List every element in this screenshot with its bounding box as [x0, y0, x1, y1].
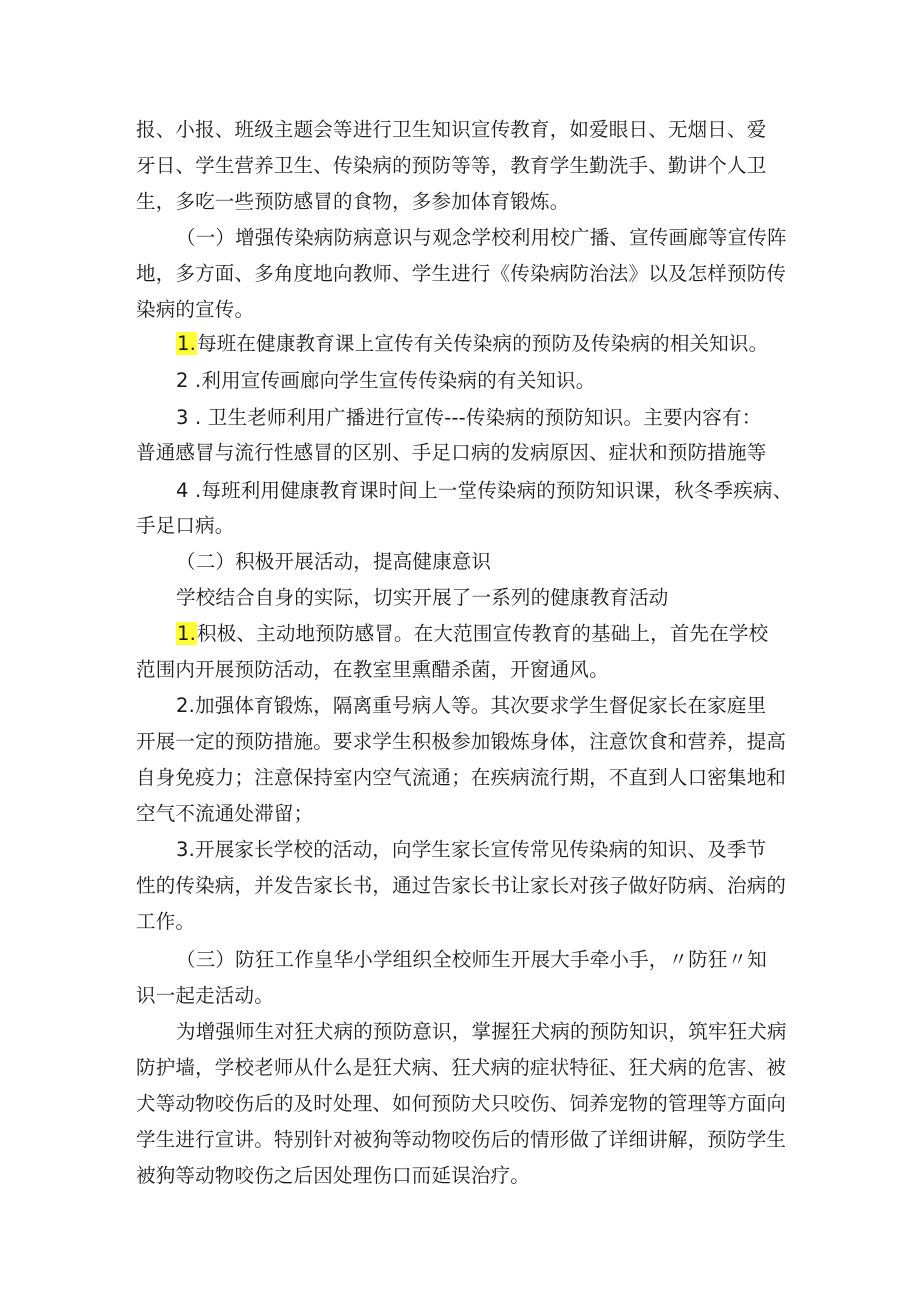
text-line: 空气不流通处滞留；	[136, 802, 314, 825]
text-line: 生，多吃一些预防感冒的食物，多参加体育锻炼。	[136, 190, 570, 213]
text-line: 学校结合自身的实际，切实开展了一系列的健康教育活动	[176, 586, 669, 609]
text-line: 学生进行宣讲。特别针对被狗等动物咬伤后的情形做了详细讲解，预防学生	[136, 1128, 787, 1151]
text-line: 报、小报、班级主题会等进行卫生知识宣传教育，如爱眼日、无烟日、爱	[136, 118, 767, 141]
section-heading: （二）积极开展活动，提高健康意识	[176, 550, 492, 573]
text-line: 范围内开展预防活动，在教室里熏醋杀菌，开窗通风。	[136, 658, 609, 681]
list-item: 3.开展家长学校的活动，向学生家长宣传常见传染病的知识、及季节	[176, 838, 767, 861]
text-line: 防护墙，学校老师从什么是狂犬病、狂犬病的症状特征、狂犬病的危害、被	[136, 1056, 787, 1079]
text-line: 牙日、学生营养卫生、传染病的预防等等，教育学生勤洗手、勤讲个人卫	[136, 154, 767, 177]
text-line: 地，多方面、多角度地向教师、学生进行《传染病防治法》以及怎样预防传	[136, 262, 787, 285]
text-line: 染病的宣传。	[136, 298, 255, 321]
text-line: 识一起走活动。	[136, 984, 274, 1007]
text-line: 被狗等动物咬伤之后因处理伤口而延误治疗。	[136, 1164, 531, 1187]
text-line: 工作。	[136, 910, 196, 933]
text-line: 性的传染病，并发告家长书，通过告家长书让家长对孩子做好防病、治病的	[136, 874, 787, 897]
paragraph-line: 为增强师生对狂犬病的预防意识，掌握狂犬病的预防知识，筑牢狂犬病	[176, 1020, 787, 1043]
list-item: 2.加强体育锻炼，隔离重号病人等。其次要求学生督促家长在家庭里	[176, 694, 767, 717]
text-line: 犬等动物咬伤后的及时处理、如何预防犬只咬伤、饲养宠物的管理等方面向	[136, 1092, 787, 1115]
text-line: 手足口病。	[136, 514, 235, 537]
list-item: 3 . 卫生老师利用广播进行宣传---传染病的预防知识。主要内容有：	[176, 406, 762, 429]
list-item-text: 积极、主动地预防感冒。在大范围宣传教育的基础上，首先在学校	[197, 622, 769, 645]
text-line: 开展一定的预防措施。要求学生积极参加锻炼身体，注意饮食和营养，提高	[136, 730, 787, 753]
list-item-text: 每班在健康教育课上宣传有关传染病的预防及传染病的相关知识。	[197, 332, 769, 355]
highlighted-number: 1.	[177, 622, 197, 645]
list-item: 4 .每班利用健康教育课时间上一堂传染病的预防知识课，秋冬季疾病、	[176, 479, 793, 502]
section-heading: （三）防狂工作皇华小学组织全校师生开展大手牵小手，〃防狂〃知	[176, 948, 768, 971]
text-line: 普通感冒与流行性感冒的区别、手足口病的发病原因、症状和预防措施等	[136, 441, 767, 464]
list-item	[176, 619, 768, 649]
list-item	[176, 329, 768, 359]
text-line: 自身免疫力；注意保持室内空气流通；在疾病流行期，不直到人口密集地和	[136, 766, 787, 789]
highlighted-number: 1.	[177, 332, 197, 355]
section-heading: （一）增强传染病防病意识与观念学校利用校广播、宣传画廊等宣传阵	[176, 226, 787, 249]
list-item: 2 .利用宣传画廊向学生宣传传染病的有关知识。	[176, 369, 596, 392]
